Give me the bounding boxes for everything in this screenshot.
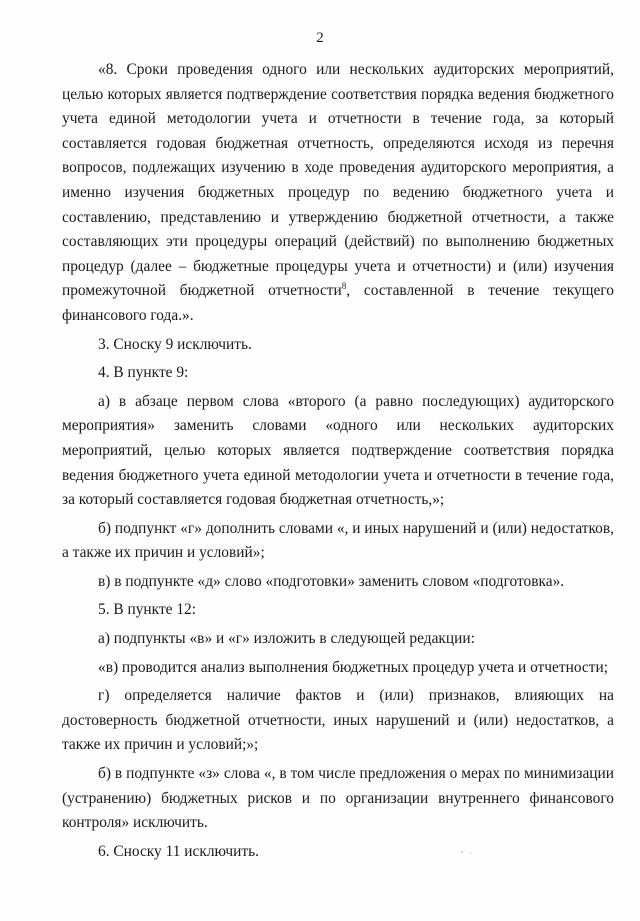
document-body xyxy=(62,58,614,867)
paragraph-item-5a-g: г) определяется наличие фактов и (или) признаков, влияющих на достоверность бюджетной отчетности, иных нарушений и (или) недостатков, а также их причин и условий;»; xyxy=(62,687,614,754)
paragraph-item-5: 5. В пункте 12: xyxy=(98,601,197,619)
paragraph-clause-8-tail: , составленной в течение текущего финансового года.». xyxy=(62,282,614,324)
paragraph-item-5b: б) в подпункте «з» слова «, в том числе предложения о мерах по минимизации (устранению) бюджетных рисков и по организации внутреннего финансового контроля» исключить. xyxy=(62,765,614,832)
paragraph-item-4: 4. В пункте 9: xyxy=(98,364,189,382)
paragraph-clause-8-text: «8. Сроки проведения одного или нескольких аудиторских мероприятий, целью которых является подтверждение соответствия порядка ведения бюджетного учета единой методологии учета и отчетности в течение года, за который составляется годовая бюджетная отчетность, определяются исходя из перечня вопросов, подлежащих изучению в ходе проведения аудиторского мероприятия, а именно изучения бюджетных процедур по ведению бюджетного учета и составлению, представлению и утверждению бюджетной отчетности, а также составляющих эти процедуры операций (действий) по выполнению бюджетных процедур (далее – бюджетные процедуры учета и отчетности) и (или) изучения промежуточной бюджетной отчетности xyxy=(62,61,614,300)
paragraph-item-6: 6. Сноску 11 исключить. xyxy=(98,842,259,860)
page-number: 2 xyxy=(316,30,324,46)
paragraph-item-4b: б) подпункт «г» дополнить словами «, и иных нарушений и (или) недостатков, а также их причин и условий»; xyxy=(62,519,614,562)
paragraph-clause-8 xyxy=(62,58,614,329)
paragraph-item-3: 3. Сноску 9 исключить. xyxy=(98,335,252,353)
paragraph-item-4c: в) в подпункте «д» слово «подготовки» заменить словом «подготовка». xyxy=(98,572,565,590)
paragraph-item-5a: а) подпункты «в» и «г» изложить в следующей редакции: xyxy=(98,630,475,648)
paragraph-item-5a-v: «в) проводится анализ выполнения бюджетных процедур учета и отчетности; xyxy=(98,658,608,676)
footnote-ref-8: 8 xyxy=(341,281,347,292)
paragraph-item-4a: а) в абзаце первом слова «второго (а равно последующих) аудиторского мероприятия» заменить словами «одного или нескольких аудиторских мероприятий, целью которых является подтверждение соответствия порядка ведения бюджетного учета единой методологии учета и отчетности в течение года, за который составляется годовая бюджетная отчетность,»; xyxy=(62,392,614,509)
